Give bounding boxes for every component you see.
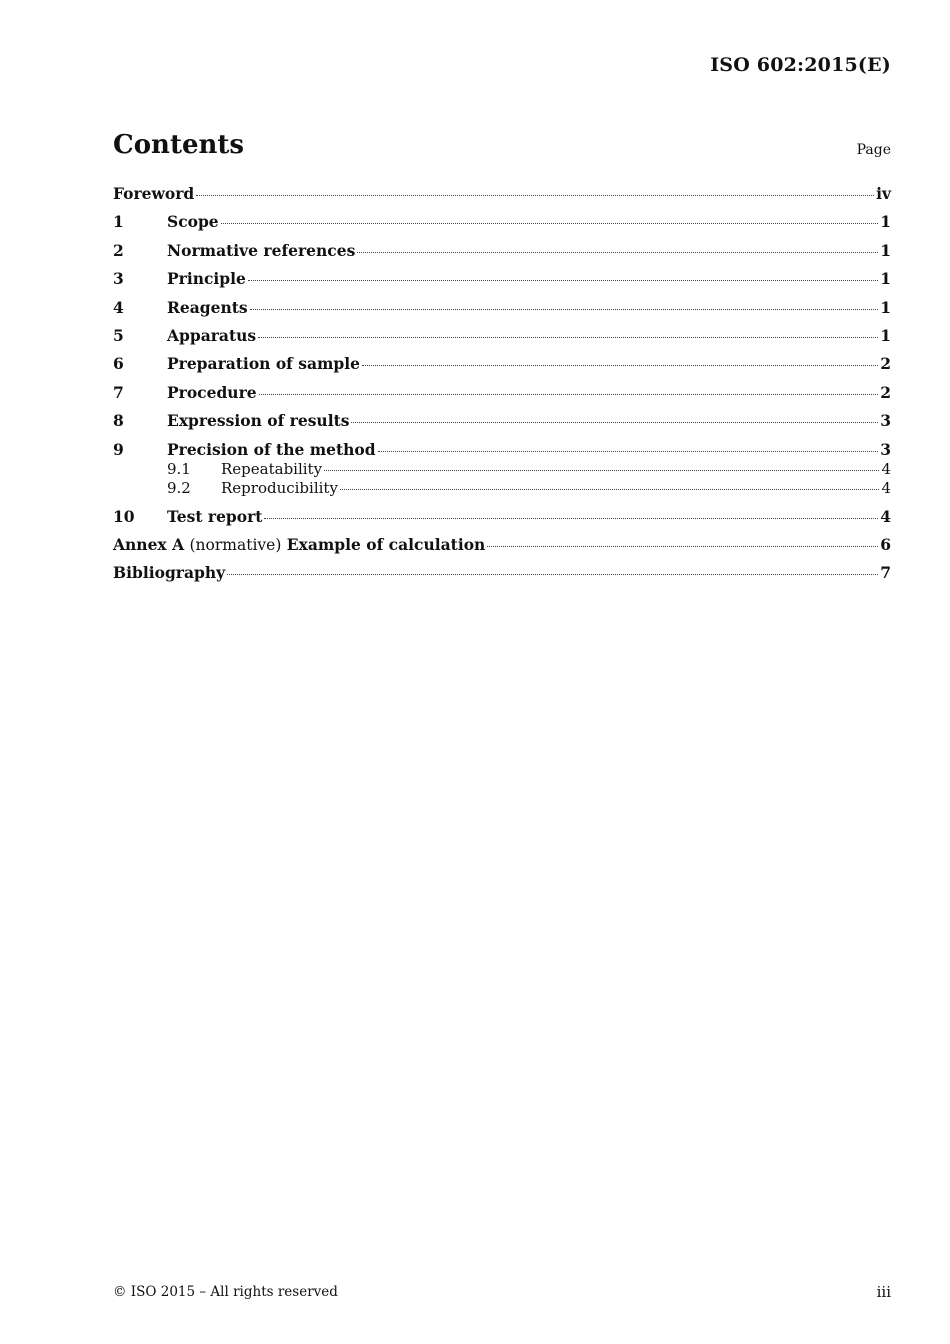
toc-entry-page: 4: [881, 459, 891, 478]
toc-entry-title: Apparatus: [167, 325, 257, 345]
toc-entry-number: 10: [113, 506, 135, 526]
toc-entry-page: 3: [880, 439, 891, 459]
toc-entry-apparatus[interactable]: [113, 326, 891, 354]
toc-entry-page: 1: [880, 325, 891, 345]
toc-entry-page: 1: [880, 269, 891, 289]
toc-entry-number: 9: [113, 439, 124, 459]
toc-entry-scope[interactable]: [113, 212, 891, 240]
toc-entry-title: Bibliography: [113, 563, 226, 583]
dot-leader: [378, 451, 879, 452]
toc-entry-reagents[interactable]: [113, 298, 891, 326]
toc-entry-page: 2: [880, 354, 891, 374]
copyright-notice: © ISO 2015 – All rights reserved: [113, 1284, 338, 1300]
toc-entry-page: iv: [876, 184, 891, 203]
dot-leader: [258, 337, 878, 338]
dot-leader: [227, 574, 878, 575]
dot-leader: [196, 195, 874, 196]
toc-subentry-reproducibility[interactable]: [113, 479, 891, 499]
dot-leader: [250, 309, 879, 310]
toc-entry-title: Repeatability: [221, 459, 323, 478]
toc-entry-title: Foreword: [113, 184, 195, 203]
toc-entry-title: Normative references: [167, 240, 356, 260]
toc-entry-title: Scope: [167, 212, 219, 232]
toc-entry-normative-references[interactable]: [113, 241, 891, 269]
dot-leader: [357, 252, 878, 253]
dot-leader: [487, 546, 878, 547]
dot-leader: [259, 394, 879, 395]
toc-entry-page: 4: [881, 479, 891, 498]
toc-entry-page: 7: [880, 563, 891, 583]
dot-leader: [324, 470, 879, 471]
annex-label: Annex A: [113, 534, 185, 554]
toc-entry-number: 3: [113, 269, 124, 289]
contents-heading: Contents: [113, 130, 245, 160]
toc-entry-title: Procedure: [167, 382, 257, 402]
toc-entry-title: Principle: [167, 269, 246, 289]
dot-leader: [362, 365, 878, 366]
page-column-label: Page: [856, 142, 891, 158]
toc-subentry-repeatability[interactable]: [113, 460, 891, 480]
toc-entry-page: 1: [880, 240, 891, 260]
page-number: iii: [876, 1283, 891, 1301]
toc-entry-title: Preparation of sample: [167, 354, 360, 374]
toc-entry-principle[interactable]: [113, 269, 891, 297]
toc-entry-precision-of-the-method[interactable]: [113, 440, 891, 460]
toc-entry-annex-a[interactable]: [113, 535, 891, 563]
toc-entry-page: 1: [880, 297, 891, 317]
annex-type: (normative): [189, 535, 282, 554]
dot-leader: [351, 422, 878, 423]
toc-entry-expression-of-results[interactable]: [113, 411, 891, 439]
toc-entry-title: [113, 535, 485, 554]
dot-leader: [340, 489, 879, 490]
toc-entry-title: Test report: [167, 506, 263, 526]
toc-entry-page: 2: [880, 382, 891, 402]
toc-entry-number: 4: [113, 297, 124, 317]
toc-entry-number: 9.1: [167, 459, 191, 478]
toc-entry-number: 5: [113, 325, 124, 345]
toc-entry-number: 8: [113, 411, 124, 431]
toc-entry-page: 4: [880, 506, 891, 526]
toc-entry-preparation-of-sample[interactable]: [113, 354, 891, 382]
toc-entry-number: 2: [113, 240, 124, 260]
toc-entry-foreword[interactable]: [113, 184, 891, 212]
toc-entry-procedure[interactable]: [113, 383, 891, 411]
dot-leader: [248, 280, 878, 281]
toc-entry-number: 9.2: [167, 479, 191, 498]
toc-entry-title: Expression of results: [167, 411, 350, 431]
toc-entry-page: 1: [880, 212, 891, 232]
dot-leader: [221, 223, 879, 224]
toc-entry-test-report[interactable]: [113, 507, 891, 535]
document-id: ISO 602:2015(E): [710, 54, 891, 76]
toc-entry-number: 7: [113, 382, 124, 402]
toc-entry-title: Precision of the method: [167, 439, 376, 459]
toc-entry-page: 6: [880, 534, 891, 554]
toc-entry-title: Reproducibility: [221, 479, 338, 498]
toc-entry-number: 1: [113, 212, 124, 232]
toc-entry-title: Reagents: [167, 297, 248, 317]
toc-entry-bibliography[interactable]: [113, 563, 891, 591]
table-of-contents: [113, 184, 891, 592]
dot-leader: [264, 518, 878, 519]
toc-entry-page: 3: [880, 411, 891, 431]
annex-title: Example of calculation: [286, 534, 486, 554]
toc-entry-number: 6: [113, 354, 124, 374]
